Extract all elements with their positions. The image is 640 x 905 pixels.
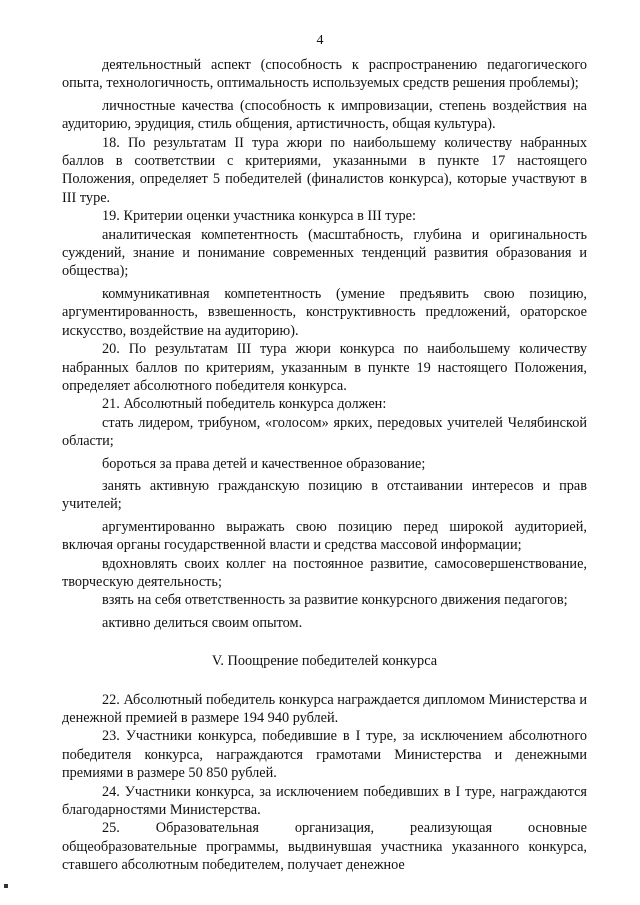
paragraph-share-experience: активно делиться своим опытом. [102, 614, 303, 631]
paragraph-analytical-competence: аналитическая компетентность (масштабность, глубина и оригинальность суждений, знание и понимание современных тенденций развития образования и общества); [62, 226, 587, 280]
paragraph-civic-position: занять активную гражданскую позицию в отстаивании интересов и прав учителей; [62, 477, 587, 513]
paragraph-personal-qualities: личностные качества (способность к импровизации, степень воздействия на аудиторию, эрудиция, стиль общения, артистичность, общая культура). [62, 97, 587, 133]
paragraph-22: 22. Абсолютный победитель конкурса награждается дипломом Министерства и денежной премией в размере 194 940 рублей. [62, 691, 587, 726]
paragraph-25: 25. Образовательная организация, реализующая основные общеобразовательные программы, выдвинувшая участника указанного конкурса, ставшего абсолютным победителем, получает денежное [62, 820, 587, 874]
paragraph-children-rights: бороться за права детей и качественное образование; [102, 455, 426, 472]
paragraph-23: 23. Участники конкурса, победившие в I туре, за исключением абсолютного победителя конкурса, награждаются грамотами Министерства и денежными премиями в размере 50 850 рублей. [62, 728, 587, 782]
paragraph-19: 19. Критерии оценки участника конкурса в III туре: [102, 208, 416, 225]
scan-speck [4, 884, 8, 888]
paragraph-21: 21. Абсолютный победитель конкурса должен: [102, 396, 387, 413]
paragraph-express-position: аргументированно выражать свою позицию перед широкой аудиторией, включая органы государственной власти и средства массовой информации; [62, 518, 587, 554]
paragraph-responsibility: взять на себя ответственность за развитие конкурсного движения педагогов; [102, 592, 568, 609]
paragraph-leader: стать лидером, трибуном, «голосом» ярких, передовых учителей Челябинской области; [62, 414, 587, 450]
paragraph-20: 20. По результатам III тура жюри конкурса по наибольшему количеству набранных баллов по критериям, указанным в пункте 19 настоящего Положения, определяет абсолютного победителя конкурса. [62, 341, 587, 394]
paragraph-inspire: вдохновлять своих коллег на постоянное развитие, самосовершенствование, творческую деятельность; [62, 555, 587, 590]
document-body [62, 56, 587, 875]
page-number: 4 [316, 33, 324, 48]
paragraph-24: 24. Участники конкурса, за исключением победивших в I туре, награждаются благодарностями Министерства. [62, 783, 587, 819]
paragraph-activity-aspect: деятельностный аспект (способность к распространению педагогического опыта, технологичность, оптимальность используемых средств решения проблемы); [62, 57, 587, 92]
paragraph-18: 18. По результатам II тура жюри по наибольшему количеству набранных баллов в соответствии с критериями, указанными в пункте 17 настоящего Положения, определяет 5 победителей (финалистов конкурса), которые участвуют в III туре. [62, 134, 587, 206]
paragraph-communicative-competence: коммуникативная компетентность (умение предъявить свою позицию, аргументированность, взвешенность, конструктивность предложений, ораторское искусство, воздействие на аудиторию). [62, 285, 587, 339]
section-heading: V. Поощрение победителей конкурса [211, 653, 438, 670]
